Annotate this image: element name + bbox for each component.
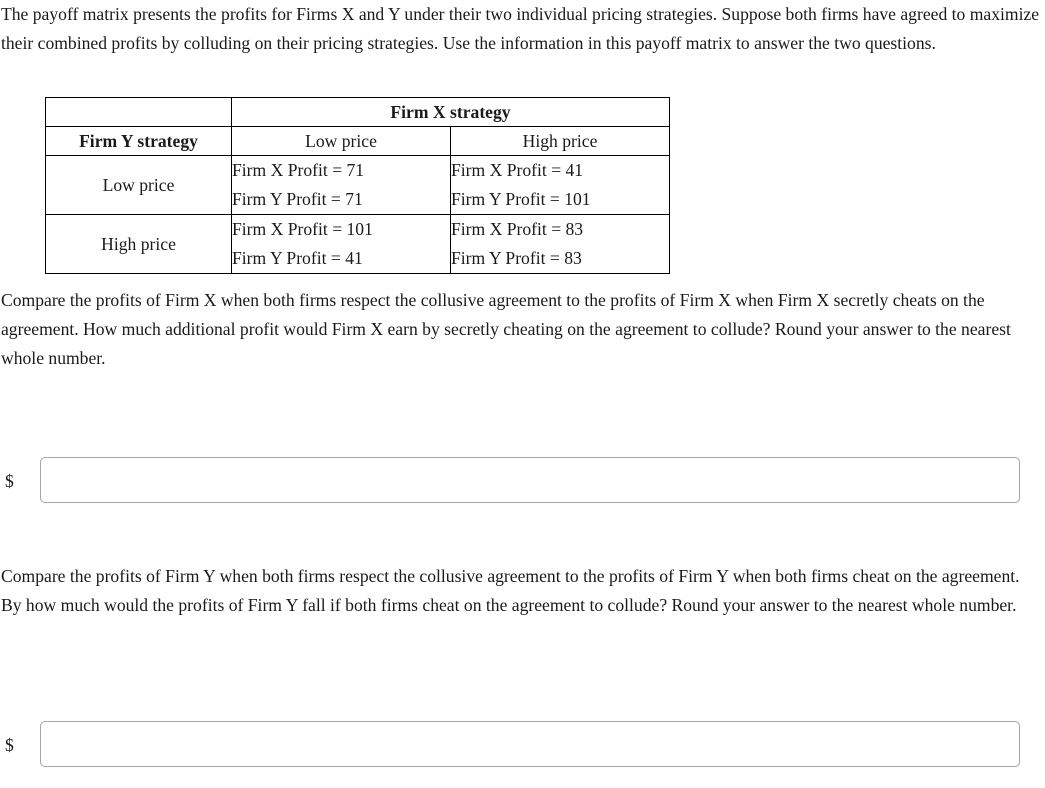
matrix-corner-cell: [46, 98, 232, 127]
payoff-cell: [232, 156, 451, 215]
firm-x-profit: Firm X Profit = 83: [451, 219, 584, 239]
payoff-cell: [451, 215, 670, 274]
matrix-row-high-price: [46, 215, 670, 274]
matrix-row-low-price: [46, 156, 670, 215]
firm-y-profit: Firm Y Profit = 71: [232, 189, 363, 209]
answer-row-2: [0, 721, 1045, 769]
firm-y-profit: Firm Y Profit = 41: [232, 248, 363, 268]
column-header-low-price: Low price: [232, 127, 451, 156]
column-header-high-price: High price: [451, 127, 670, 156]
firm-y-strategy-header: Firm Y strategy: [46, 127, 232, 156]
payoff-matrix: [45, 97, 670, 274]
firm-x-profit: Firm X Profit = 41: [451, 160, 584, 180]
answer-input-1[interactable]: [40, 457, 1020, 503]
firm-y-profit: Firm Y Profit = 101: [451, 189, 591, 209]
firm-x-profit: Firm X Profit = 101: [232, 219, 373, 239]
firm-x-strategy-header: Firm X strategy: [232, 98, 670, 127]
question-2-text: Compare the profits of Firm Y when both firms respect the collusive agreement to the profits of Firm Y when both firms cheat on the agreement. By how much would the profits of Firm Y fall if both firms cheat on the agreement to collude? Round your answer to the nearest whole number.: [1, 566, 1020, 615]
question-1-text: Compare the profits of Firm X when both firms respect the collusive agreement to the profits of Firm X when Firm X secretly cheats on the agreement. How much additional profit would Firm X earn by secretly cheating on the agreement to collude? Round your answer to the nearest whole number.: [1, 290, 1011, 368]
answer-row-1: [0, 457, 1045, 505]
firm-y-profit: Firm Y Profit = 83: [451, 248, 582, 268]
row-header-high-price: High price: [46, 215, 232, 274]
intro-text: The payoff matrix presents the profits for Firms X and Y under their two individual pricing strategies. Suppose both firms have agreed to maximize their combined profits by colluding on their pricing strategies. Use the information in this payoff matrix to answer the two questions.: [1, 4, 1040, 53]
payoff-cell: [232, 215, 451, 274]
row-header-low-price: Low price: [46, 156, 232, 215]
firm-x-profit: Firm X Profit = 71: [232, 160, 365, 180]
currency-symbol: $: [5, 735, 14, 755]
currency-symbol: $: [5, 471, 14, 491]
answer-input-2[interactable]: [40, 721, 1020, 767]
payoff-cell: [451, 156, 670, 215]
